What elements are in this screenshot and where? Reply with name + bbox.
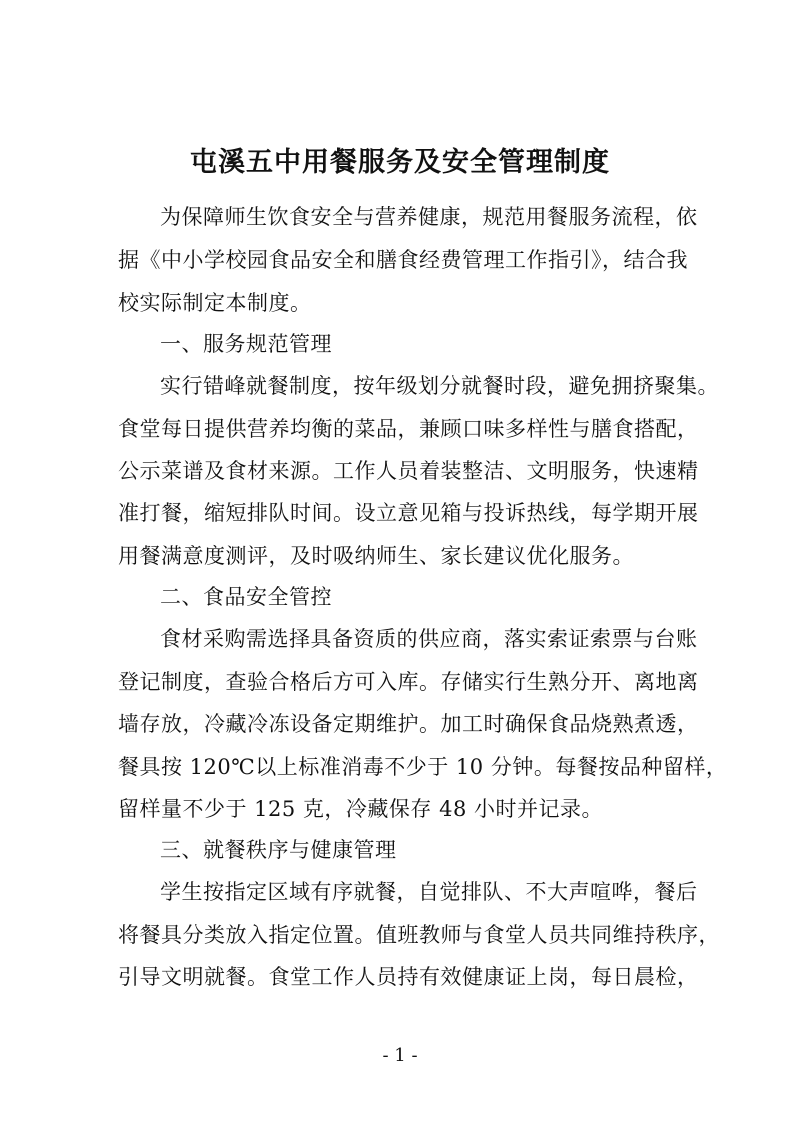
page-title: 屯溪五中用餐服务及安全管理制度 xyxy=(190,147,610,178)
paragraph-line: 将餐具分类放入指定位置。值班教师与食堂人员共同维持秩序， xyxy=(118,923,720,947)
paragraph-line: 公示菜谱及食材来源。工作人员着装整洁、文明服务，快速精 xyxy=(118,459,699,483)
paragraph-line: 校实际制定本制度。 xyxy=(118,291,312,315)
paragraph-line: 据《中小学校园食品安全和膳食经费管理工作指引》，结合我 xyxy=(118,248,688,272)
paragraph-line: 准打餐，缩短排队时间。设立意见箱与投诉热线，每学期开展 xyxy=(118,501,699,525)
paragraph-line: 食堂每日提供营养均衡的菜品，兼顾口味多样性与膳食搭配， xyxy=(118,417,699,441)
paragraph-line: 登记制度，查验合格后方可入库。存储实行生熟分开、离地离 xyxy=(118,670,699,694)
section-heading: 二、食品安全管控 xyxy=(160,585,332,609)
paragraph-line: 留样量不少于 125 克，冷藏保存 48 小时并记录。 xyxy=(118,797,604,821)
section-heading: 一、服务规范管理 xyxy=(160,332,332,356)
paragraph-line: 为保障师生饮食安全与营养健康，规范用餐服务流程，依 xyxy=(160,205,698,229)
paragraph-line: 墙存放，冷藏冷冻设备定期维护。加工时确保食品烧熟煮透， xyxy=(118,712,699,736)
paragraph-line: 用餐满意度测评，及时吸纳师生、家长建议优化服务。 xyxy=(118,544,634,568)
paragraph-line: 食材采购需选择具备资质的供应商，落实索证索票与台账 xyxy=(160,627,698,651)
page-number: - 1 - xyxy=(382,1045,418,1066)
paragraph-line: 学生按指定区域有序就餐，自觉排队、不大声喧哗，餐后 xyxy=(160,880,698,904)
paragraph-line: 实行错峰就餐制度，按年级划分就餐时段，避免拥挤聚集。 xyxy=(160,374,719,398)
paragraph-line: 引导文明就餐。食堂工作人员持有效健康证上岗，每日晨检， xyxy=(118,965,699,989)
paragraph-line: 餐具按 120℃以上标准消毒不少于 10 分钟。每餐按品种留样， xyxy=(118,755,728,779)
section-heading: 三、就餐秩序与健康管理 xyxy=(160,838,397,862)
